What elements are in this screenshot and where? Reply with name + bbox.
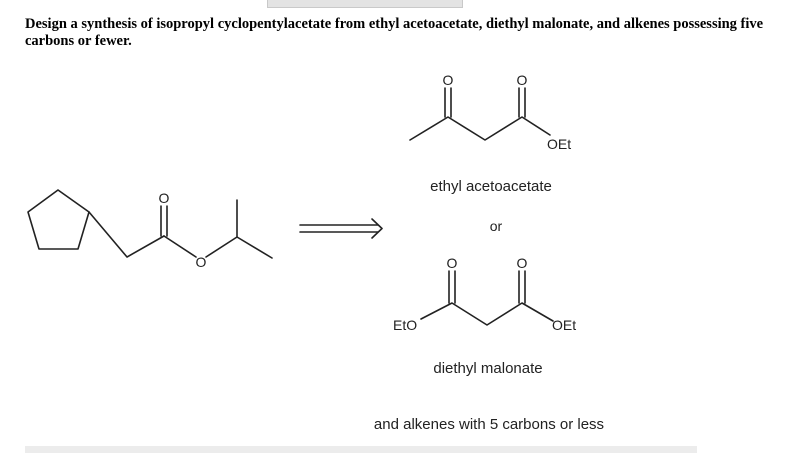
question-text: Design a synthesis of isopropyl cyclopentylacetate from ethyl acetoacetate, diethyl malonate, and alkenes possessing five carbons or fewer. [25, 16, 764, 49]
acetoacetate-label: ethyl acetoacetate [430, 178, 552, 195]
target-ester-oxygen: O [195, 254, 207, 270]
malonate-oet: OEt [552, 317, 577, 333]
acetoacetate-oet: OEt [547, 136, 572, 152]
isopropyl-group [237, 200, 272, 258]
bottom-bar [25, 446, 697, 453]
alkenes-label: and alkenes with 5 carbons or less [373, 416, 605, 433]
malonate-left-oxygen: O [446, 255, 458, 271]
target-chain [89, 212, 164, 257]
acetoacetate-ester-oxygen: O [516, 72, 528, 88]
acetoacetate-ketone-oxygen: O [442, 72, 454, 88]
acetoacetate-chain [410, 117, 550, 140]
or-label: or [489, 218, 503, 234]
target-carbonyl-oxygen: O [158, 190, 170, 206]
target-o-ch-bond [206, 237, 237, 257]
cyclopentane-ring [28, 190, 89, 249]
malonate-chain [421, 303, 553, 325]
malonate-right-oxygen: O [516, 255, 528, 271]
retro-arrow-head [372, 219, 382, 238]
malonate-label: diethyl malonate [433, 360, 543, 377]
malonate-eto: EtO [393, 317, 418, 333]
target-ester-bond [164, 236, 196, 257]
